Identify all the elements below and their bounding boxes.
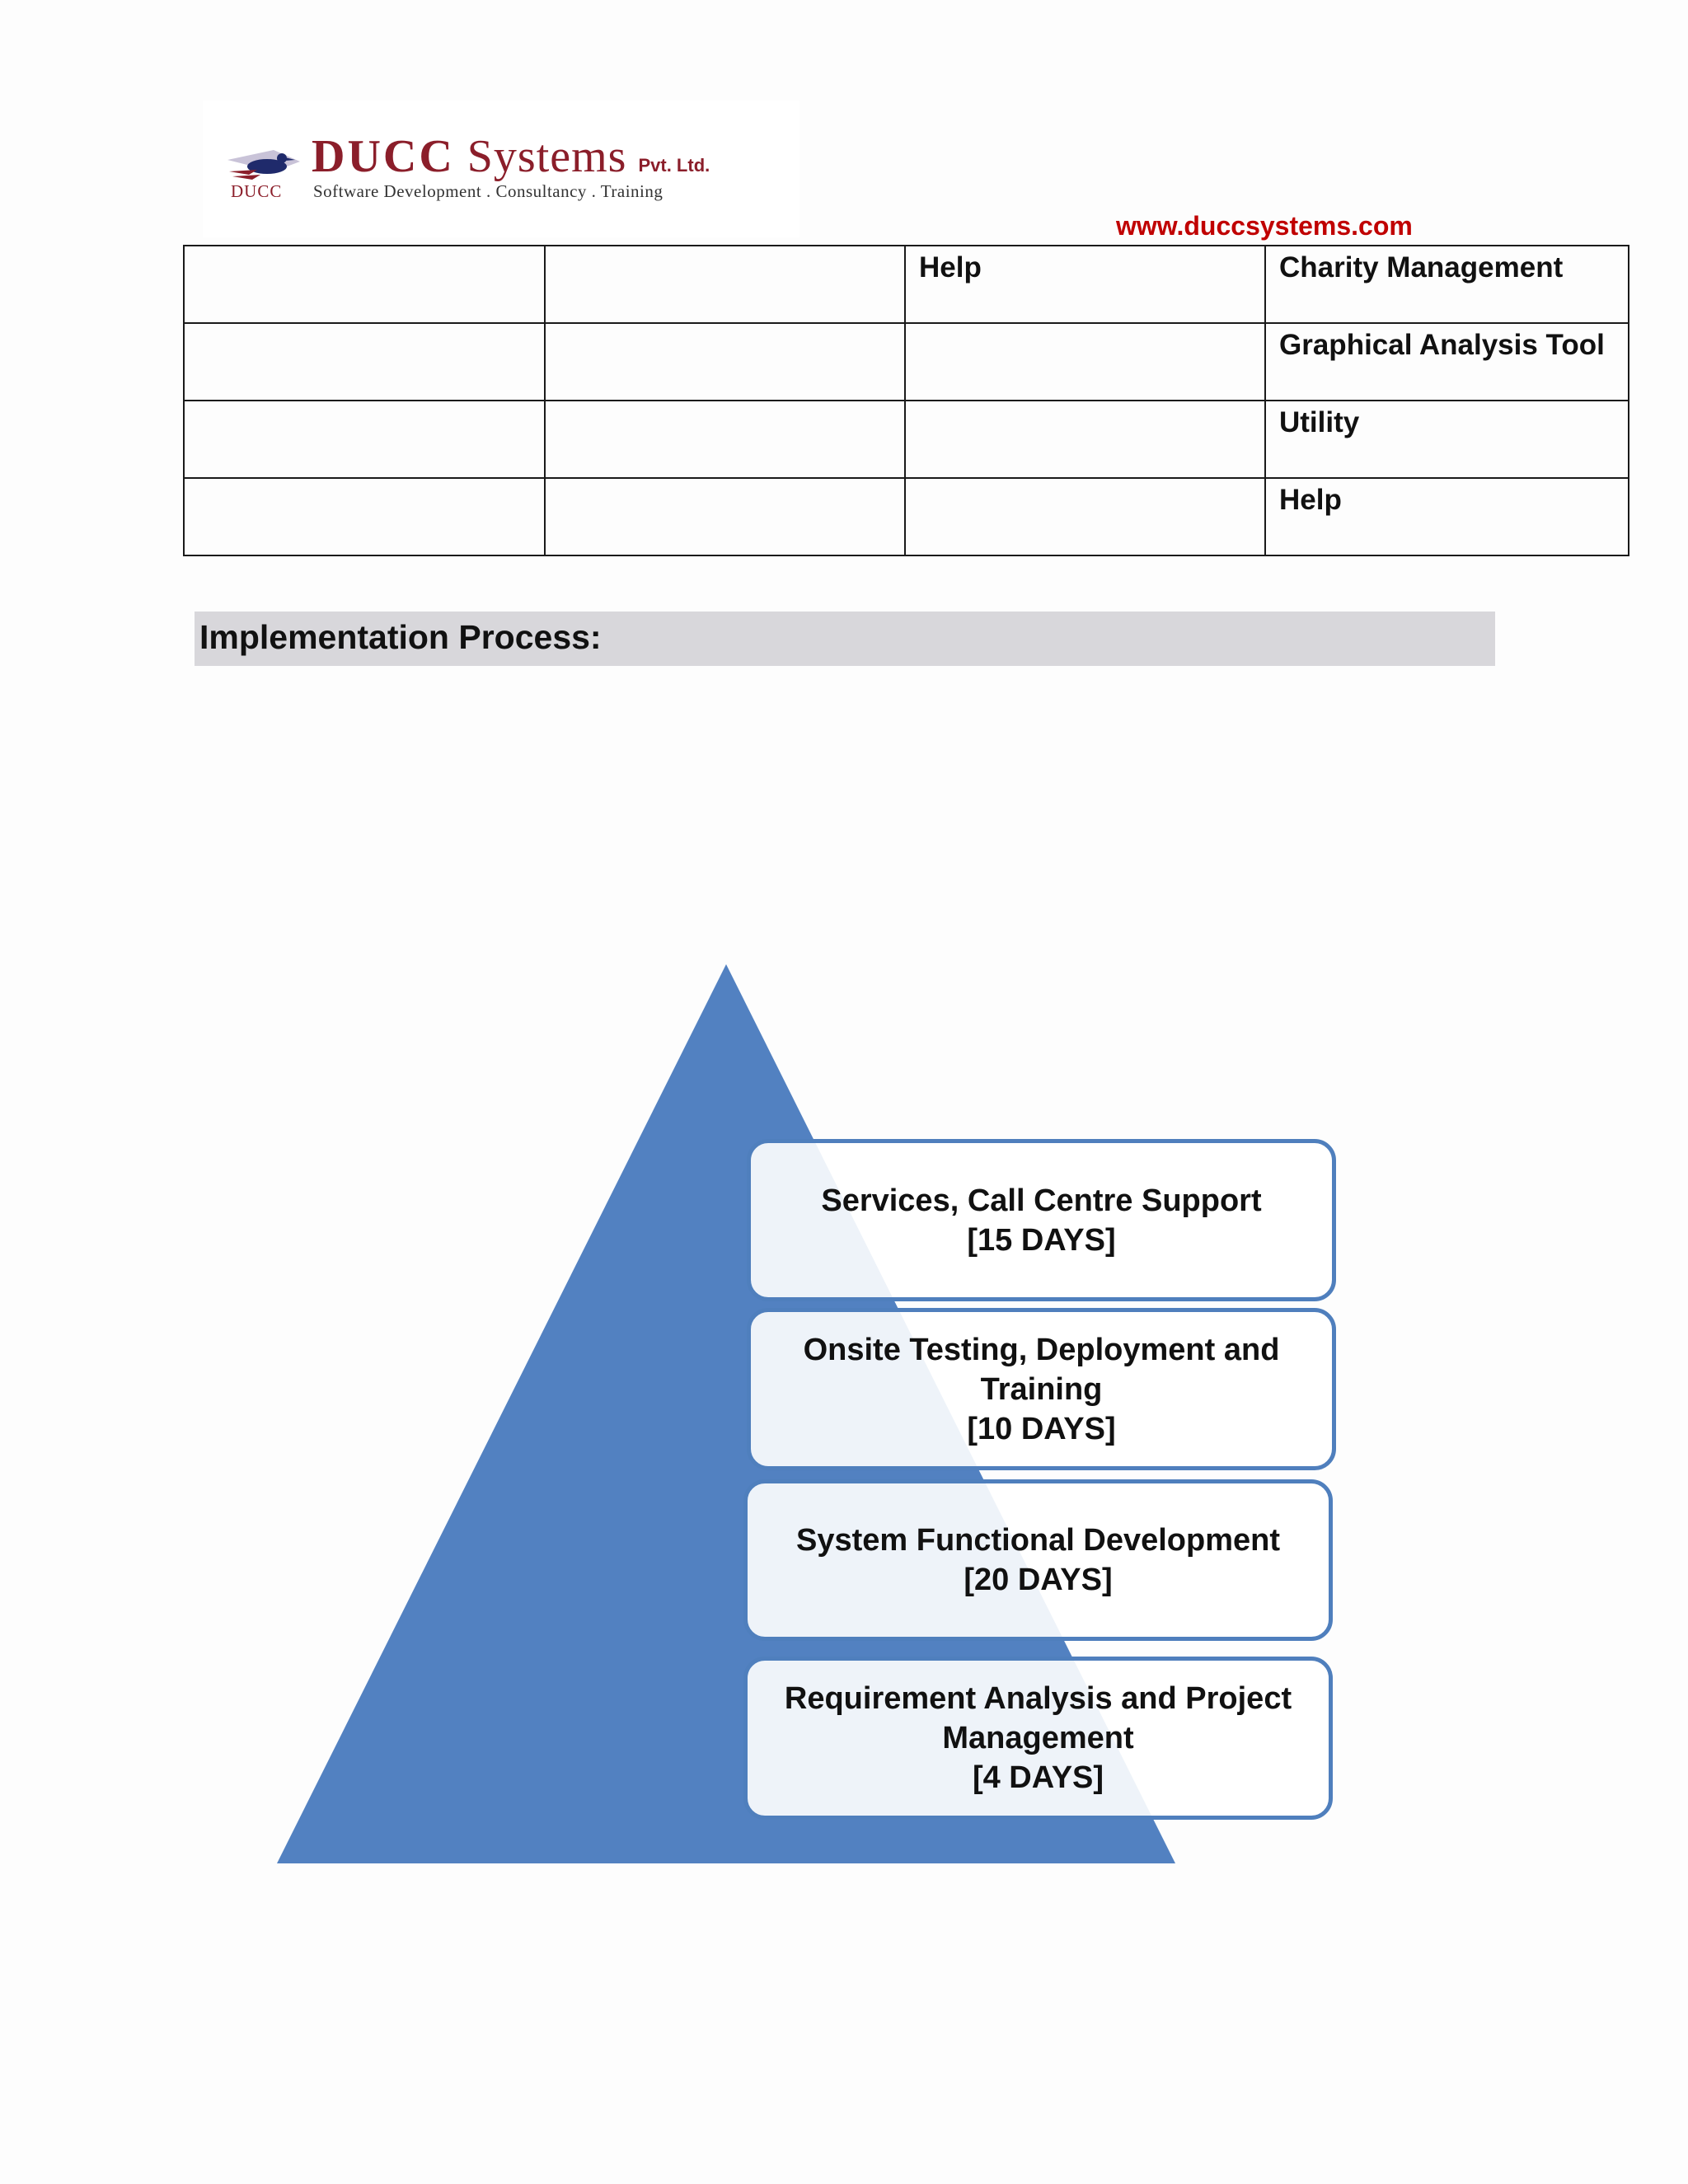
process-step-label: Onsite Testing, Deployment and: [803, 1332, 1280, 1367]
logo-suffix: Pvt. Ltd.: [638, 155, 710, 176]
process-step-label: Requirement Analysis and Project: [784, 1681, 1292, 1716]
process-step-duration: [4 DAYS]: [972, 1760, 1104, 1795]
table-cell: Help: [905, 246, 1265, 323]
process-step-duration: [10 DAYS]: [967, 1411, 1116, 1446]
table-cell: Utility: [1265, 401, 1629, 478]
process-step-label: Training: [980, 1371, 1103, 1407]
table-cell: Charity Management: [1265, 246, 1629, 323]
logo-tagline: Software Development . Consultancy . Training: [313, 181, 663, 201]
logo-name-rest: Systems: [467, 131, 627, 182]
process-step-duration: [20 DAYS]: [964, 1563, 1113, 1597]
table-cell: Help: [1265, 478, 1629, 555]
logo-brand: DUCC: [312, 131, 455, 182]
process-step-text: [821, 1181, 1261, 1260]
logo-short-name: DUCC: [231, 181, 283, 201]
process-step-box: [743, 1657, 1333, 1820]
table-cell: Graphical Analysis Tool: [1265, 323, 1629, 401]
process-step-box: [747, 1308, 1336, 1470]
process-step-text: [796, 1521, 1280, 1600]
process-step-box: [743, 1479, 1333, 1641]
process-step-label: System Functional Development: [795, 1523, 1280, 1558]
website-link[interactable]: www.duccsystems.com: [1116, 211, 1413, 241]
process-step-label: Services, Call Centre Support: [821, 1183, 1262, 1218]
process-step-text: [804, 1330, 1280, 1449]
process-step-box: [747, 1139, 1336, 1301]
process-step-duration: [15 DAYS]: [967, 1222, 1116, 1258]
section-heading: Implementation Process:: [195, 612, 1495, 666]
process-step-text: [785, 1679, 1292, 1797]
process-step-label: Management: [942, 1721, 1134, 1755]
